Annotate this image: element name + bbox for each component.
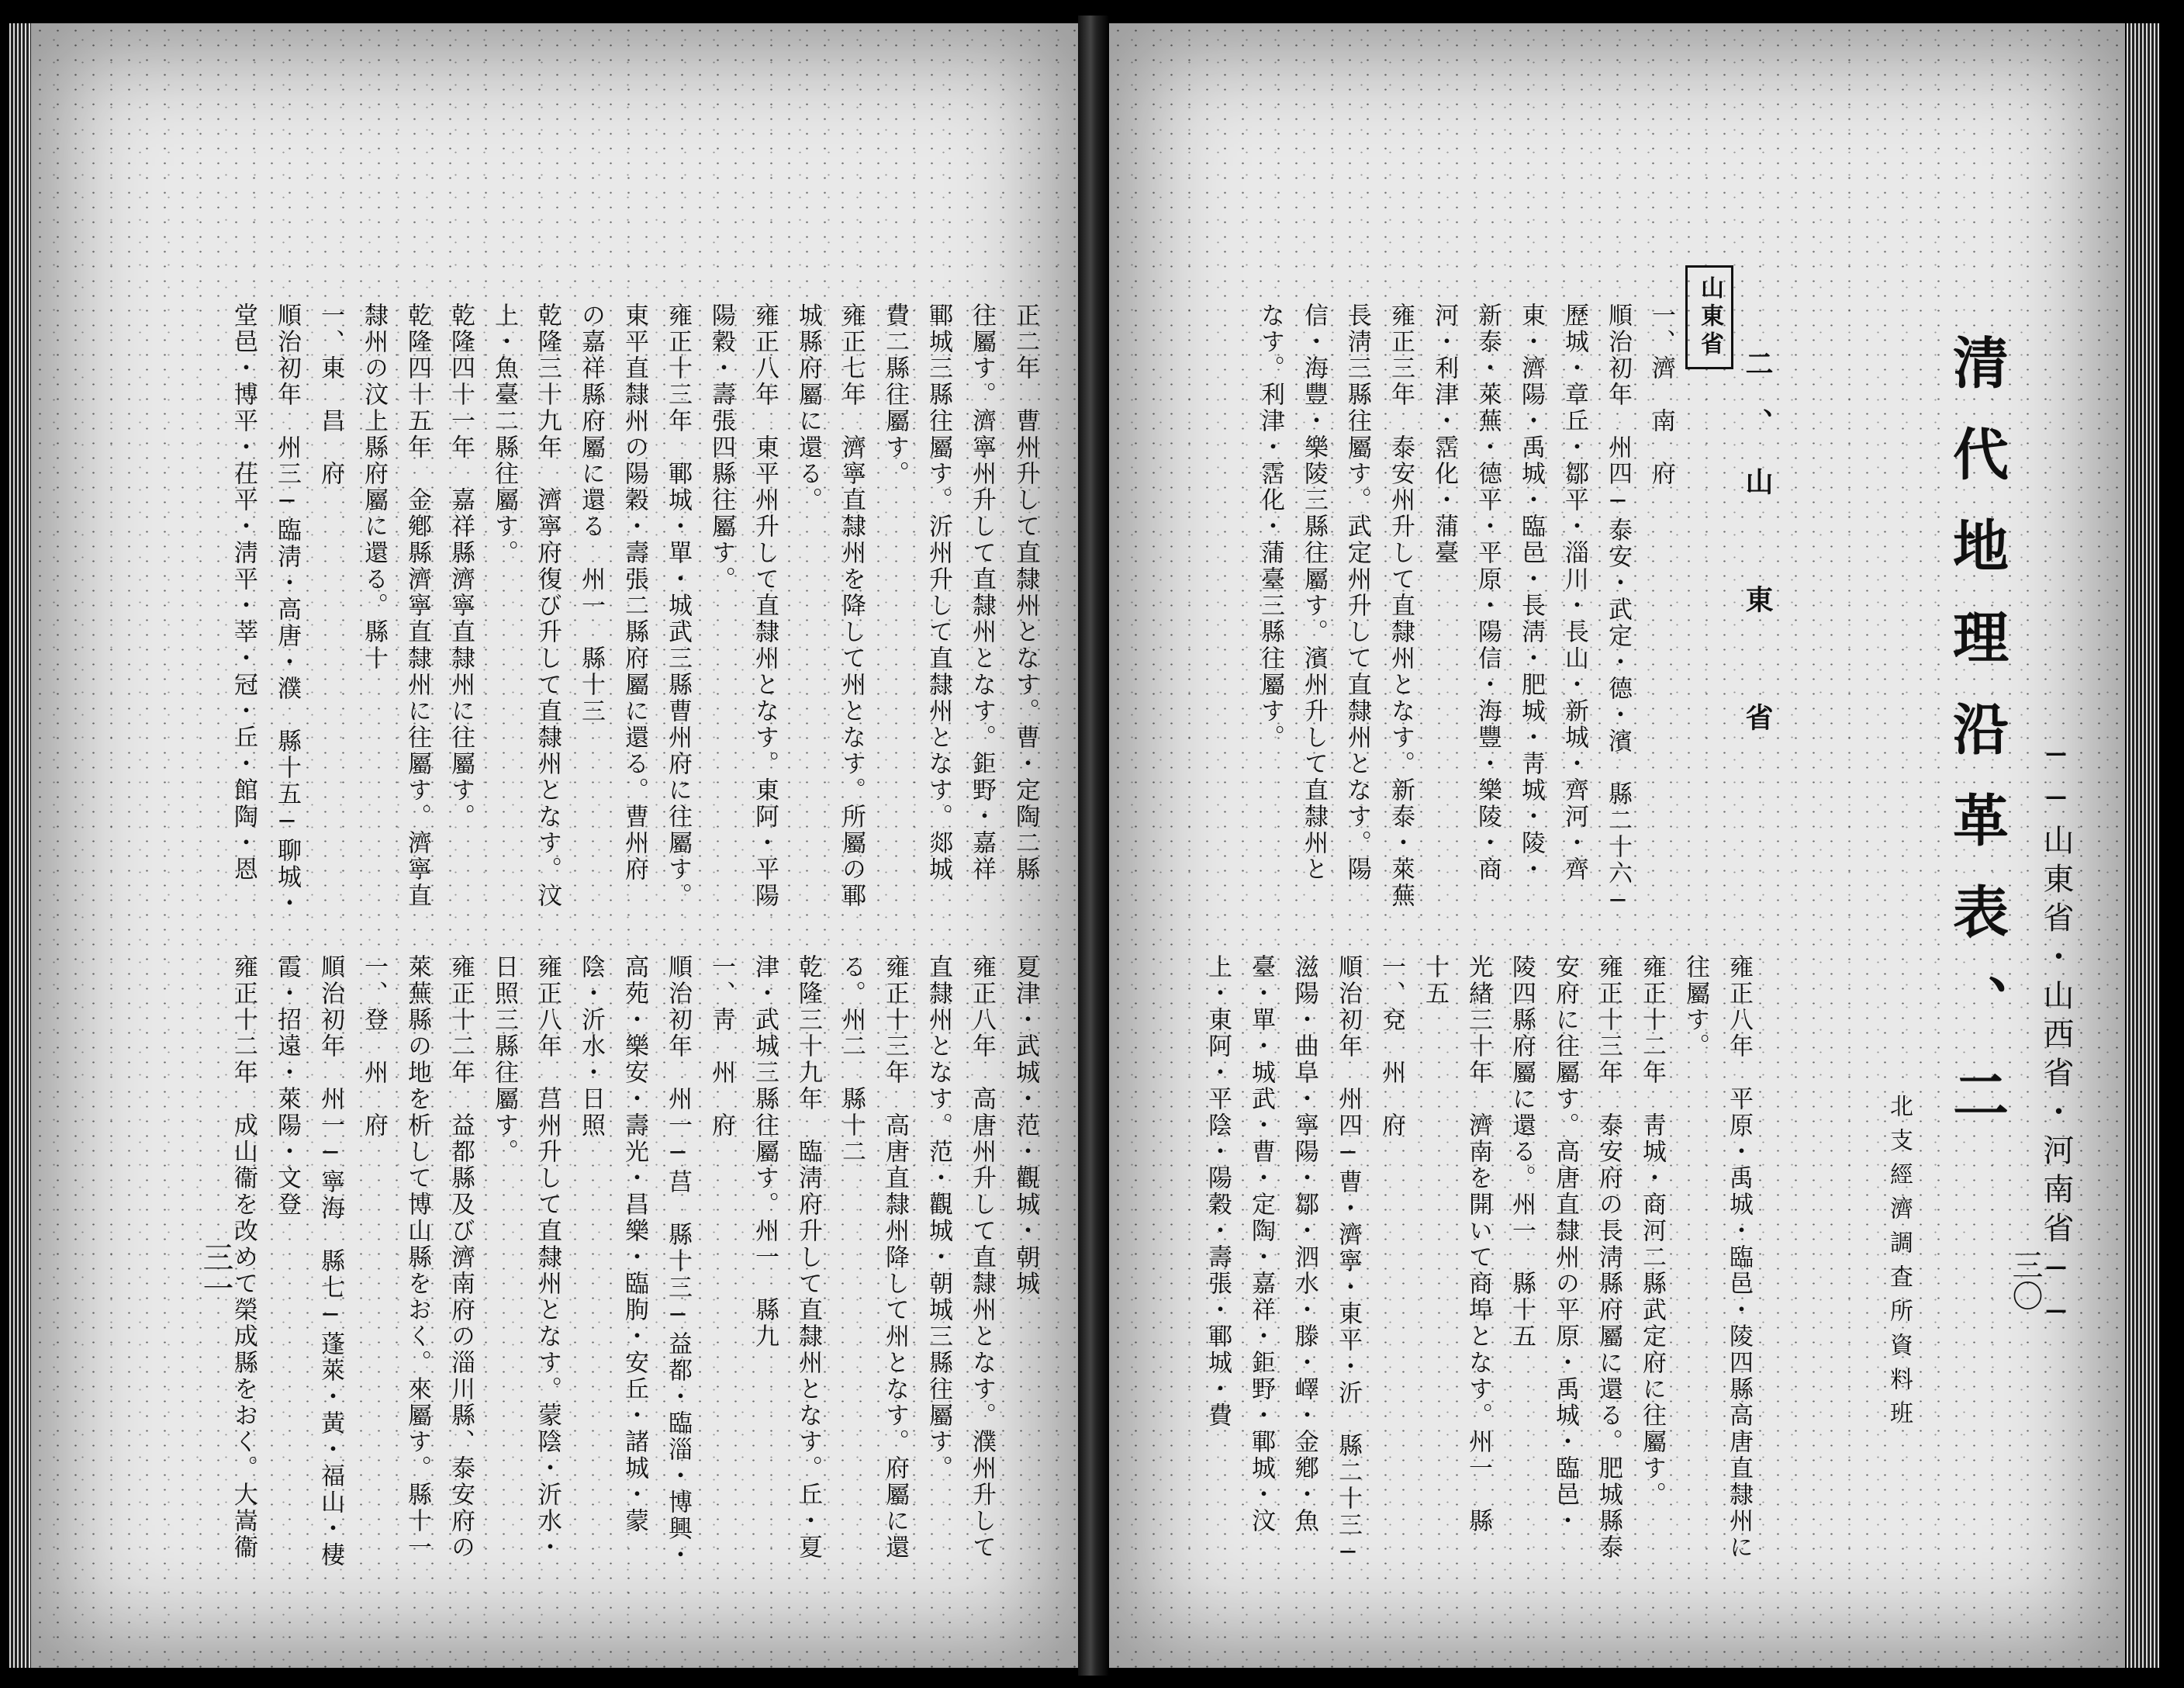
left-page [31,23,1078,1668]
left-page-number: 三一 [198,1241,233,1303]
left-lower-line: 直隸州となす。范・觀城・朝城三縣往屬す。 [924,954,952,1482]
left-lower-line: 夏津・武城・范・觀城・朝城 [1011,954,1039,1297]
right-upper-line: 歷城・章丘・鄒平・淄川・長山・新城・齊河・齊 [1560,303,1588,883]
right-lower-line: 雍正十二年 靑城・商河二縣武定府に往屬す。 [1638,954,1666,1508]
left-upper-line: 鄆城三縣往屬す。沂州升して直隸州となす。郯城 [924,303,952,883]
right-upper-line: 順治初年 州四─泰安・武定・德・濱 縣二十六─ [1604,303,1632,917]
right-upper-line: 新泰・萊蕪・德平・平原・陽信・海豐・樂陵・商 [1474,303,1502,883]
right-lower-line: 臺・單・城武・曹・定陶・嘉祥・鉅野・鄆城・汶 [1247,954,1275,1534]
book-edge-left [9,23,31,1668]
left-upper-line: 陽穀・壽張四縣往屬す。 [707,303,735,593]
left-upper-line: 城縣府屬に還る。 [794,303,822,514]
left-lower-text [222,954,1047,1575]
left-upper-line: 雍正七年 濟寧直隸州を降して州となす。所屬の鄆 [838,303,866,909]
right-lower-line: 陵四縣府屬に還る。州一 縣十五 [1508,954,1536,1350]
right-lower-line: 滋陽・曲阜・寧陽・鄒・泗水・滕・嶧・金鄕・魚 [1291,954,1318,1534]
left-upper-line: 乾隆四十一年 嘉祥縣濟寧直隸州に往屬す。 [447,303,475,830]
right-lower-line: 上・東阿・平陰・陽穀・壽張・鄆城・費 [1204,954,1232,1429]
left-upper-line: 乾隆四十五年 金鄕縣濟寧直隸州に往屬す。濟寧直 [403,303,431,909]
document-title: 清代地理沿革表、二 [1944,334,2009,1157]
right-upper-line: 河・利津・霑化・蒲臺 [1430,303,1458,566]
book-gutter [1078,16,1109,1676]
right-lower-line: 光緖三十年 濟南を開いて商埠となす。州一 縣 [1464,954,1492,1534]
left-lower-line: 雍正十二年 益都縣及び濟南府の淄川縣、泰安府の [447,954,475,1561]
left-upper-line: 費二縣往屬す。 [881,303,909,487]
right-upper-line: なす。利津・霑化・蒲臺三縣往屬す。 [1256,303,1284,751]
right-page [1109,23,2125,1668]
left-lower-line: 雍正十二年 成山衞を改めて榮成縣をおく。大嵩衞 [230,954,257,1561]
right-upper-text [1249,303,1683,923]
left-lower-line: 乾隆三十九年 臨淸府升して直隸州となす。丘・夏 [794,954,822,1561]
book-edge-right [2127,23,2159,1668]
right-lower-line: 安府に往屬す。高唐直隸州の平原・禹城・臨邑・ [1551,954,1579,1534]
left-lower-line: 雍正十三年 高唐直隸州降して州となす。府屬に還 [881,954,909,1561]
section-box: 山東省 [1685,265,1733,369]
right-page-number: 三〇 [2007,1249,2043,1311]
left-upper-line: 乾隆三十九年 濟寧府復び升して直隸州となす。汶 [534,303,562,909]
left-lower-line: 津・武城三縣往屬す。州一 縣九 [751,954,779,1350]
left-lower-line: 一、靑 州 府 [707,954,735,1139]
left-upper-line: 正二年 曹州升して直隸州となす。曹・定陶二縣 [1011,303,1039,883]
right-lower-line: 雍正八年 平原・禹城・臨邑・陵四縣高唐直隸州に [1725,954,1753,1561]
left-upper-line: 上・魚臺二縣往屬す。 [490,303,518,566]
left-upper-text [222,303,1047,923]
left-lower-line: 陰・沂水・日照 [577,954,605,1139]
left-upper-line: 東平直隸州の陽穀・壽張二縣府屬に還る。曹州府 [620,303,648,883]
section-heading: 二、山 東 省 [1741,349,1774,762]
right-lower-line: 順治初年 州四─曹・濟寧・東平・沂 縣二十三─ [1334,954,1362,1569]
left-lower-line: 高苑・樂安・壽光・昌樂・臨朐・安丘・諸城・蒙 [620,954,648,1534]
right-upper-line: 一、濟 南 府 [1647,303,1675,487]
right-lower-line: 往屬す。 [1681,954,1709,1060]
left-lower-line: る。州二 縣十二 [838,954,866,1165]
document-author: 北支經濟調査所資料班 [1885,1094,1913,1435]
left-upper-line: 雍正八年 東平州升して直隸州となす。東阿・平陽 [751,303,779,909]
left-lower-line: 雍正八年 高唐州升して直隸州となす。濮州升して [968,954,996,1561]
left-upper-line: 一、東 昌 府 [316,303,344,487]
left-upper-line: 順治初年 州三─臨淸・高唐・濮 縣十五─聊城・ [273,303,301,917]
left-upper-line: の嘉祥縣府屬に還る 州一 縣十三 [577,303,605,725]
left-upper-line: 堂邑・博平・茌平・淸平・莘・冠・丘・館陶・恩 [230,303,257,883]
left-lower-line: 萊蕪縣の地を析して博山縣をおく。來屬す。縣十一 [403,954,431,1561]
left-upper-line: 雍正十三年 鄆城・單・城武三縣曹州府に往屬す。 [664,303,692,909]
right-lower-line: 十五 [1421,954,1449,1007]
right-upper-line: 信・海豐・樂陵三縣往屬す。濱州升して直隸州と [1300,303,1328,883]
left-lower-line: 霞・招遠・萊陽・文登 [273,954,301,1218]
left-lower-line: 雍正八年 莒州升して直隸州となす。蒙陰・沂水・ [534,954,562,1561]
left-lower-line: 一、登 州 府 [360,954,388,1139]
document-subtitle: ──山東省・山西省・河南省── [2038,737,2074,1337]
right-lower-line: 雍正十三年 泰安府の長淸縣府屬に還る。肥城縣泰 [1595,954,1622,1561]
left-lower-line: 順治初年 州一─莒 縣十三─益都・臨淄・博興・ [664,954,692,1569]
right-upper-line: 東・濟陽・禹城・臨邑・長淸・肥城・靑城・陵・ [1517,303,1545,883]
right-upper-line: 長淸三縣往屬す。武定州升して直隸州となす。陽 [1343,303,1371,883]
left-upper-line: 隸州の汶上縣府屬に還る。縣十 [360,303,388,672]
left-lower-line: 日照三縣往屬す。 [490,954,518,1165]
right-lower-line: 一、兗 州 府 [1377,954,1405,1139]
right-lower-text [1196,954,1761,1575]
left-lower-line: 順治初年 州一─寧海 縣七─蓬萊・黃・福山・棲 [316,954,344,1569]
right-upper-line: 雍正三年 泰安州升して直隸州となす。新泰・萊蕪 [1387,303,1415,909]
left-upper-line: 往屬す。濟寧州升して直隸州となす。鉅野・嘉祥 [968,303,996,883]
